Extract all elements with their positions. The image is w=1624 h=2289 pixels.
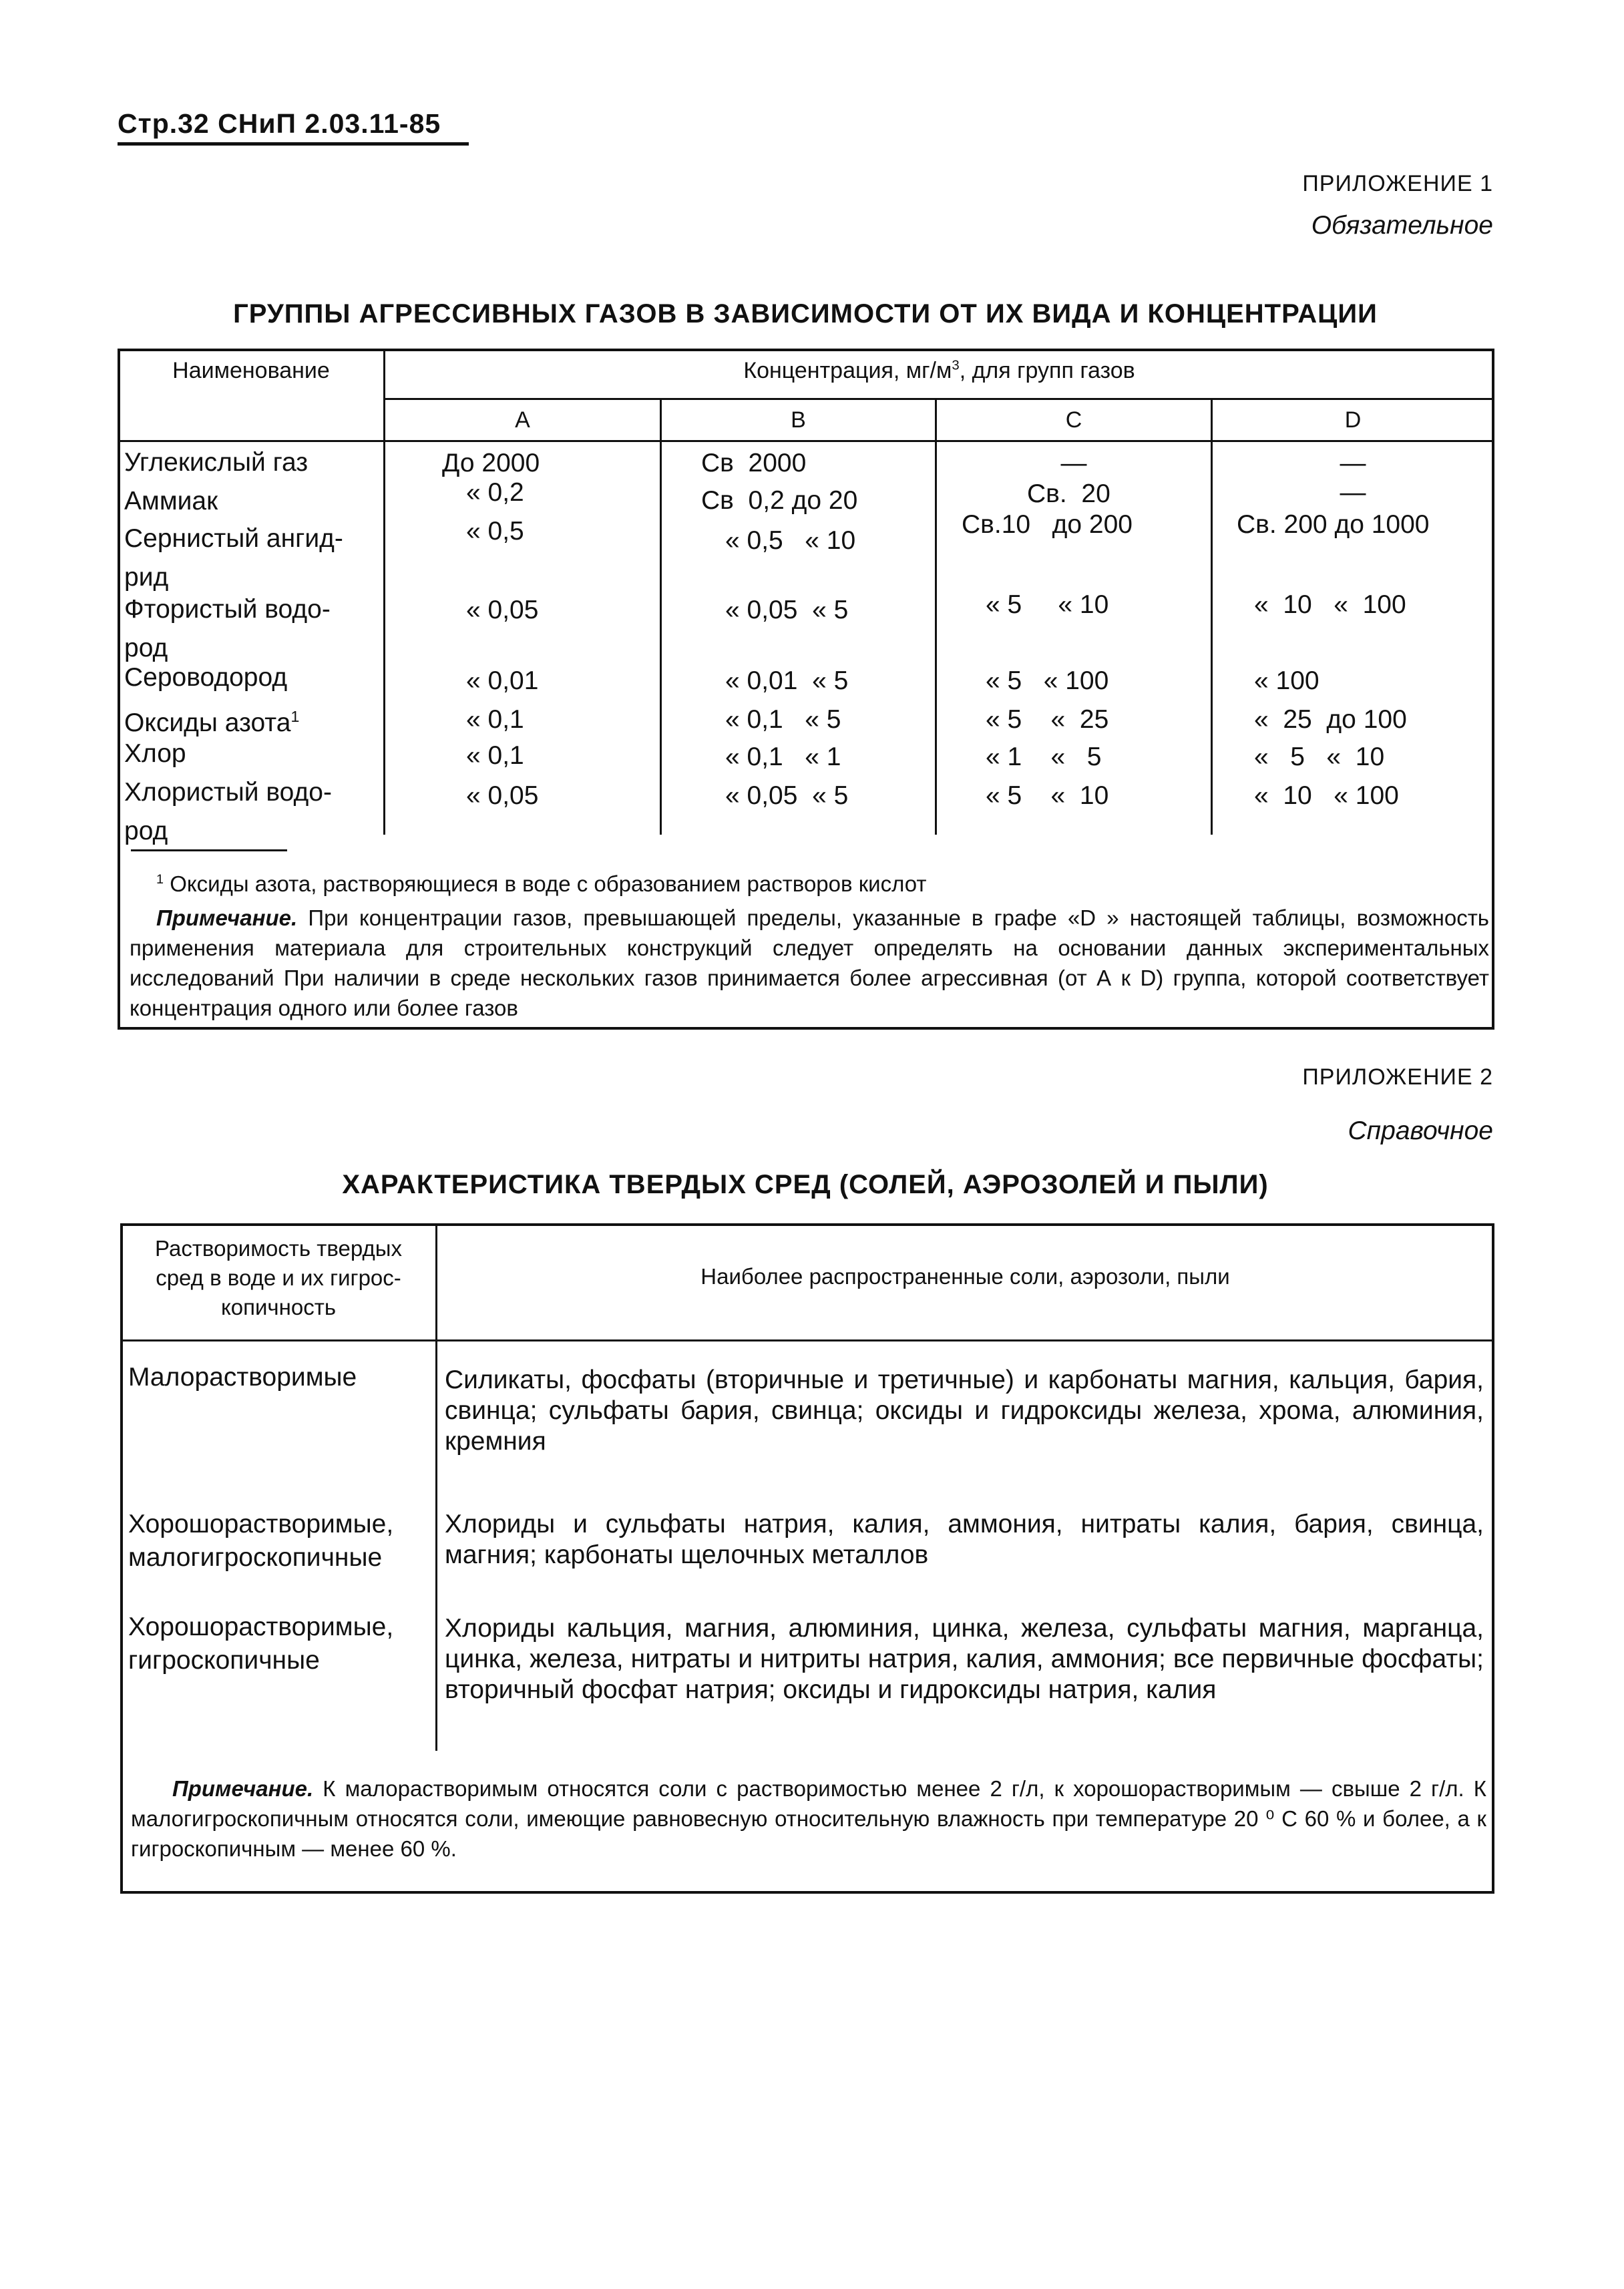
cell-d: « 10 « 100 [1254,781,1399,810]
table1-group-d: D [1344,407,1362,433]
cell-b: « 0,05 « 5 [725,596,849,624]
cell-b: Св 2000 [701,449,807,477]
cell-a: « 0,2 [466,478,524,507]
cell-b: « 0,01 « 5 [725,666,849,695]
table1-group-a: A [515,407,530,433]
table2-row-right: Силикаты, фосфаты (вторичные и третичные) и карбонаты магния, кальция, бария, свинца; сульфаты бария, свинца; оксиды и гидроксиды железа, хрома, алюминия, кремния [445,1366,1484,1456]
cell-c: « 5 « 25 [986,705,1109,734]
footnote: $^1$ Оксиды азота, растворяющиеся в воде с образованием растворов кислот [156,871,927,896]
cell-a: « 0,01 [466,666,539,695]
cell-d: — [1340,449,1366,477]
cell-d: Св. 200 до 1000 [1237,510,1430,539]
row-name-h2s: Сероводород [124,663,288,692]
header-underline [118,142,469,146]
table2-header-bottom [122,1339,1493,1341]
table2-row-left: Хорошорастворимые, малогигроскопичные [128,1510,394,1572]
appendix1-status: Обязательное [1311,211,1493,240]
cell-c: « 5 « 10 [986,781,1109,810]
table2-row-left: Хорошорастворимые, гигроскопичные [128,1613,394,1675]
table2-col-right: Наиболее распространенные соли, аэрозоли, пыли [700,1264,1230,1289]
cell-d: « 5 « 10 [1254,743,1385,771]
row-name-nox: Оксиды азота$^1$ [124,708,300,737]
cell-c: « 5 « 10 [986,590,1109,619]
cell-a: « 0,1 [466,705,524,734]
appendix2-title: ХАРАКТЕРИСТИКА ТВЕРДЫХ СРЕД (СОЛЕЙ, АЭРОЗОЛЕЙ И ПЫЛИ) [342,1170,1269,1199]
table2-note: Примечание. К малорастворимым относятся соли с растворимостью менее 2 г/л, к хорошорастворимым — свыше 2 г/л. К малогигроскопичным относятся соли, имеющие равновесную относительную влажность при температуре 20 ⁰ С 60 % и более, а к гигроскопичным — менее 60 %. [131,1776,1486,1861]
cell-a: « 0,05 [466,781,539,810]
table2-vline [435,1225,437,1751]
table2-row-right: Хлориды и сульфаты натрия, калия, аммония, нитраты калия, бария, свинца, магния; карбонаты щелочных металлов [445,1510,1484,1569]
cell-b: Св 0,2 до 20 [701,486,858,515]
appendix2-label: ПРИЛОЖЕНИЕ 2 [1302,1064,1493,1090]
cell-a: « 0,1 [466,741,524,770]
cell-d: — [1340,478,1366,507]
table1-group-b: B [791,407,806,433]
row-name-co2: Углекислый газ [124,448,309,477]
cell-d: « 10 « 100 [1254,590,1406,619]
appendix1-title: ГРУППЫ АГРЕССИВНЫХ ГАЗОВ В ЗАВИСИМОСТИ ОТ ИХ ВИДА И КОНЦЕНТРАЦИИ [233,299,1378,329]
table1-header-bottom [119,440,1493,442]
cell-b: « 0,1 « 1 [725,743,841,771]
row-name-chlorine: Хлор [124,739,186,768]
row-name-hcl: Хлористый водо- род [124,778,332,845]
cell-b: « 0,05 « 5 [725,781,849,810]
cell-c: « 5 « 100 [986,666,1109,695]
appendix1-label: ПРИЛОЖЕНИЕ 1 [1302,171,1493,196]
table1-col-concentration: Концентрация, $мг/м^3$, для групп газов [743,358,1135,383]
cell-c: Св. 20 [1027,479,1110,508]
cell-d: « 25 до 100 [1254,705,1407,734]
cell-c: Св.10 до 200 [962,510,1133,539]
row-name-ammonia: Аммиак [124,487,218,515]
table1-group-c: C [1065,407,1082,433]
cell-d: « 100 [1254,666,1320,695]
cell-a: « 0,5 [466,517,524,546]
cell-b: « 0,5 « 10 [725,526,856,555]
table2-col-left: Растворимость твердых сред в воде и их гигрос- копичность [155,1236,402,1319]
cell-a: До 2000 [442,449,540,477]
table1-col-name: Наименование [172,358,330,383]
table1-header-divider [383,398,1493,400]
table2-row-right: Хлориды кальция, магния, алюминия, цинка, железа, сульфаты магния, марганца, цинка, железа, нитраты и нитриты натрия, калия, аммония; все первичные фосфаты; вторичный фосфат натрия; оксиды и гидроксиды натрия, калия [445,1614,1484,1704]
table1-note: Примечание. При концентрации газов, превышающей пределы, указанные в графе «D » настоящей таблицы, возможность применения материала для строительных конструкций следует определять на основании данных экспериментальных исследований При наличии в среде нескольких газов принимается более агрессивная (от А к D) группа, которой соответствует концентрация одного или более газов [130,905,1489,1020]
appendix2-status: Справочное [1348,1116,1493,1145]
table2-row-left: Малорастворимые [128,1363,357,1392]
row-name-hf: Фтористый водо- род [124,595,331,662]
cell-c: — [1060,449,1087,477]
row-name-so2: Сернистый ангид- рид [124,524,343,592]
cell-a: « 0,05 [466,596,539,624]
cell-b: « 0,1 « 5 [725,705,841,734]
cell-c: « 1 « 5 [986,743,1102,771]
page-header-title: Стр.32 СНиП 2.03.11-85 [118,108,441,139]
table1-vline-a [660,399,662,835]
footnote-rule [131,849,287,851]
